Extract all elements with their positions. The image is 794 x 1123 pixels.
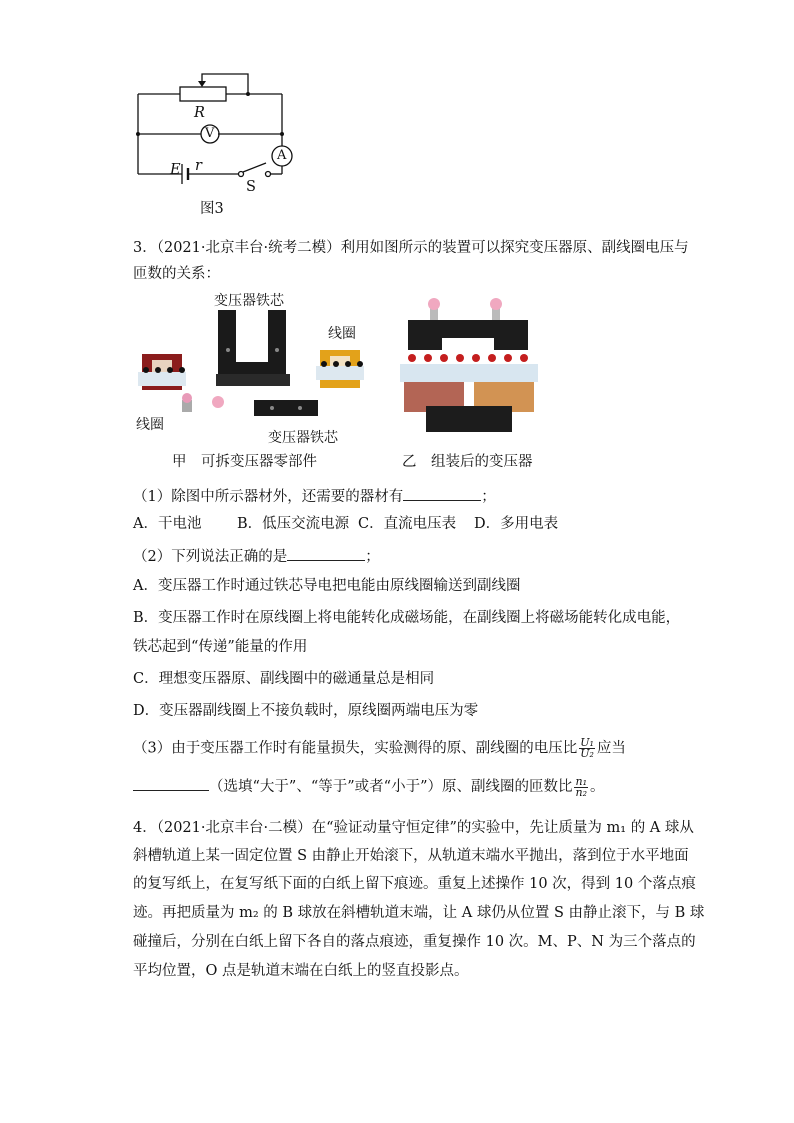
turns-ratio-fraction bbox=[574, 774, 588, 799]
q4-line2: 斜槽轨道上某一固定位置 S 由静止开始滚下，从轨道末端水平抛出，落到位于水平地面 bbox=[133, 848, 689, 864]
coil-right-label: 线圈 bbox=[328, 326, 356, 342]
core-bottom-label: 变压器铁芯 bbox=[268, 430, 338, 446]
q3-sub3-text3: （选填“大于”、“等于”或者“小于”）原、副线圈的匝数比 bbox=[209, 779, 573, 795]
q3-sub2-blank[interactable] bbox=[287, 546, 365, 561]
q3-sub1-option-c: C．直流电压表 bbox=[358, 516, 457, 532]
core-top-label: 变压器铁芯 bbox=[214, 293, 284, 309]
voltmeter-label: V bbox=[205, 126, 215, 141]
q3-sub3-line1 bbox=[133, 738, 626, 759]
resistor-label: R bbox=[194, 105, 205, 121]
q3-sub3-blank[interactable] bbox=[133, 776, 209, 791]
q3-sub2 bbox=[133, 546, 380, 567]
q3-sub1-option-b: B．低压交流电源 bbox=[237, 516, 350, 532]
q3-sub3-line2 bbox=[133, 776, 604, 798]
voltage-ratio-denominator: U₂ bbox=[580, 747, 594, 760]
figure-caption: 图3 bbox=[200, 201, 224, 217]
q3-sub2-option-d: D．变压器副线圈上不接负载时，原线圈两端电压为零 bbox=[133, 703, 479, 719]
q3-sub2-text: （2）下列说法正确的是 bbox=[133, 549, 288, 565]
q3-stem-line1: 3．（2021·北京丰台·统考二模）利用如图所示的装置可以探究变压器原、副线圈电压与 bbox=[133, 240, 689, 256]
q3-sub3-end: 。 bbox=[589, 779, 605, 795]
q3-sub1-end: ； bbox=[481, 489, 496, 505]
coil-left-label: 线圈 bbox=[136, 417, 164, 433]
q3-sub2-end: ； bbox=[365, 549, 380, 565]
turns-ratio-denominator: n₂ bbox=[575, 785, 587, 799]
ammeter-label: A bbox=[277, 148, 287, 163]
q3-sub1-blank[interactable] bbox=[403, 486, 481, 501]
q4-line3: 的复写纸上，在复写纸下面的白纸上留下痕迹。重复上述操作 10 次，得到 10 个落点痕 bbox=[133, 876, 696, 892]
q3-sub2-option-b-line2: 铁芯起到“传递”能量的作用 bbox=[133, 639, 308, 655]
assembled-transformer-photo bbox=[396, 298, 542, 434]
turns-ratio-numerator: n₁ bbox=[575, 774, 587, 788]
q4-line4: 迹。再把质量为 m₂ 的 B 球放在斜槽轨道末端，让 A 球仍从位置 S 由静止滚下，与 B 球 bbox=[133, 905, 705, 921]
switch-label: S bbox=[246, 179, 256, 195]
q3-sub1 bbox=[133, 486, 496, 507]
q4-line6: 平均位置，O 点是轨道末端在白纸上的竖直投影点。 bbox=[133, 963, 469, 979]
internal-resistance-label: r bbox=[195, 158, 202, 174]
q3-sub1-option-a: A．干电池 bbox=[133, 516, 202, 532]
voltage-ratio-numerator: U₁ bbox=[580, 736, 594, 749]
q3-stem-line2: 匝数的关系： bbox=[133, 266, 220, 282]
q3-sub3-text2: 应当 bbox=[596, 740, 626, 757]
photo-right-caption: 乙 组装后的变压器 bbox=[402, 454, 533, 470]
q3-sub1-text: （1）除图中所示器材外，还需要的器材有 bbox=[133, 489, 404, 505]
emf-label: E bbox=[170, 162, 181, 178]
q3-sub2-option-a: A．变压器工作时通过铁芯导电把电能由原线圈输送到副线圈 bbox=[133, 578, 521, 594]
q3-sub2-option-b-line1: B．变压器工作时在原线圈上将电能转化成磁场能，在副线圈上将磁场能转化成电能， bbox=[133, 610, 681, 626]
photo-left-caption: 甲 可拆变压器零部件 bbox=[172, 454, 317, 470]
transformer-parts-photo bbox=[132, 290, 372, 435]
q4-line5: 碰撞后，分别在白纸上留下各自的落点痕迹，重复操作 10 次。M、P、N 为三个落点的 bbox=[133, 934, 696, 950]
q3-sub1-option-d: D．多用电表 bbox=[474, 516, 559, 532]
voltage-ratio-fraction bbox=[579, 738, 595, 759]
q3-sub3-text: （3）由于变压器工作时有能量损失，实验测得的原、副线圈的电压比 bbox=[133, 740, 578, 757]
q3-sub2-option-c: C．理想变压器原、副线圈中的磁通量总是相同 bbox=[133, 671, 435, 687]
circuit-diagram bbox=[130, 66, 300, 196]
q4-line1: 4．（2021·北京丰台·二模）在“验证动量守恒定律”的实验中，先让质量为 m₁ 的 A 球从 bbox=[133, 820, 694, 836]
